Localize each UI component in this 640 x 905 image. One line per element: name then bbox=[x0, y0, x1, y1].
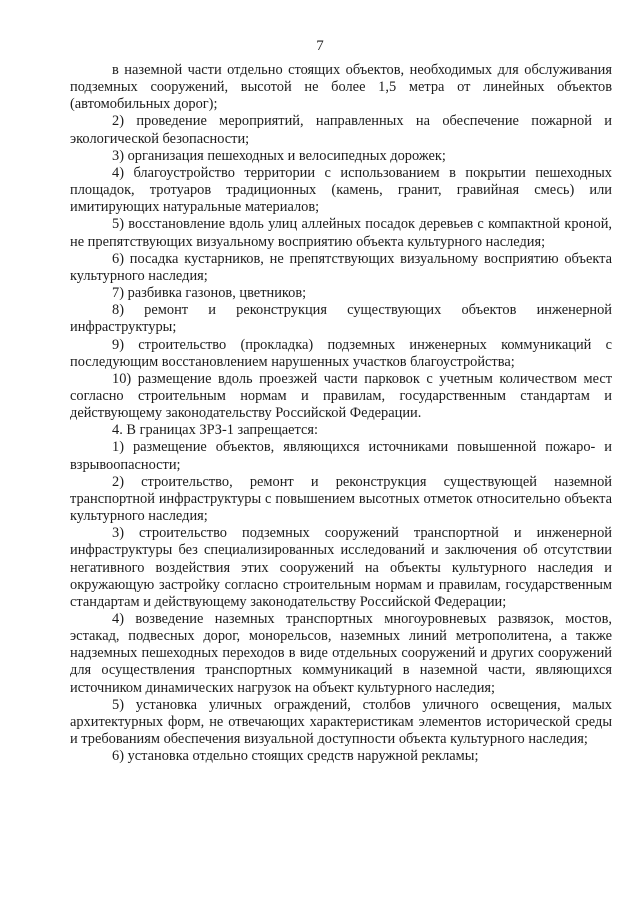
list-item: 3) организация пешеходных и велосипедных дорожек; bbox=[112, 147, 446, 164]
list-item: 7) разбивка газонов, цветников; bbox=[112, 285, 307, 302]
list-item: 6) посадка кустарников, не препятствующих визуальному восприятию объекта культурного наследия; bbox=[70, 250, 612, 284]
list-item: 2) проведение мероприятий, направленных на обеспечение пожарной и экологической безопасности; bbox=[70, 113, 612, 147]
document-body bbox=[70, 62, 612, 765]
paragraph: в наземной части отдельно стоящих объектов, необходимых для обслуживания подземных сооружений, высотой не более 1,5 метра от линейных объектов (автомобильных дорог); bbox=[70, 62, 612, 113]
section-heading: 4. В границах ЗРЗ-1 запрещается: bbox=[112, 422, 319, 439]
list-item: 4) возведение наземных транспортных многоуровневых развязок, мостов, эстакад, подвесных дорог, монорельсов, наземных линий метрополитена, а также надземных пешеходных переходов в виде отдельных сооружений и других сооружений для осуществления транспортных коммуникаций в наземной части, являющихся источником динамических нагрузок на объект культурного наследия; bbox=[70, 611, 612, 696]
list-item: 3) строительство подземных сооружений транспортной и инженерной инфраструктуры без специализированных исследований и заключения об отсутствии негативного воздействия этих сооружений на объекты культурного наследия и окружающую застройку согласно строительным нормам и правилам, государственным стандартам и действующему законодательству Российской Федерации; bbox=[70, 525, 612, 610]
list-item: 1) размещение объектов, являющихся источниками повышенной пожаро- и взрывоопасности; bbox=[70, 439, 612, 473]
list-item: 9) строительство (прокладка) подземных инженерных коммуникаций с последующим восстановлением нарушенных участков благоустройства; bbox=[70, 336, 612, 370]
list-item: 6) установка отдельно стоящих средств наружной рекламы; bbox=[112, 748, 479, 765]
list-item: 10) размещение вдоль проезжей части парковок с учетным количеством мест согласно строительным нормам и правилам, государственным стандартам и действующему законодательству Российской Федерации. bbox=[70, 370, 612, 422]
page-number: 7 bbox=[316, 38, 324, 54]
list-item: 5) установка уличных ограждений, столбов уличного освещения, малых архитектурных форм, не отвечающих характеристикам элементов исторической среды и требованиям обеспечения визуальной доступности объекта культурного наследия; bbox=[70, 696, 612, 748]
list-item: 2) строительство, ремонт и реконструкция существующей наземной транспортной инфраструктуры с повышением высотных отметок относительно объекта культурного наследия; bbox=[70, 473, 612, 525]
list-item: 4) благоустройство территории с использованием в покрытии пешеходных площадок, тротуаров традиционных (камень, гранит, гравийная смесь) или имитирующих натуральные материалов; bbox=[70, 164, 612, 216]
list-item: 8) ремонт и реконструкция существующих объектов инженерной инфраструктуры; bbox=[70, 302, 612, 336]
list-item: 5) восстановление вдоль улиц аллейных посадок деревьев с компактной кроной, не препятствующих визуальному восприятию объекта культурного наследия; bbox=[70, 216, 612, 250]
